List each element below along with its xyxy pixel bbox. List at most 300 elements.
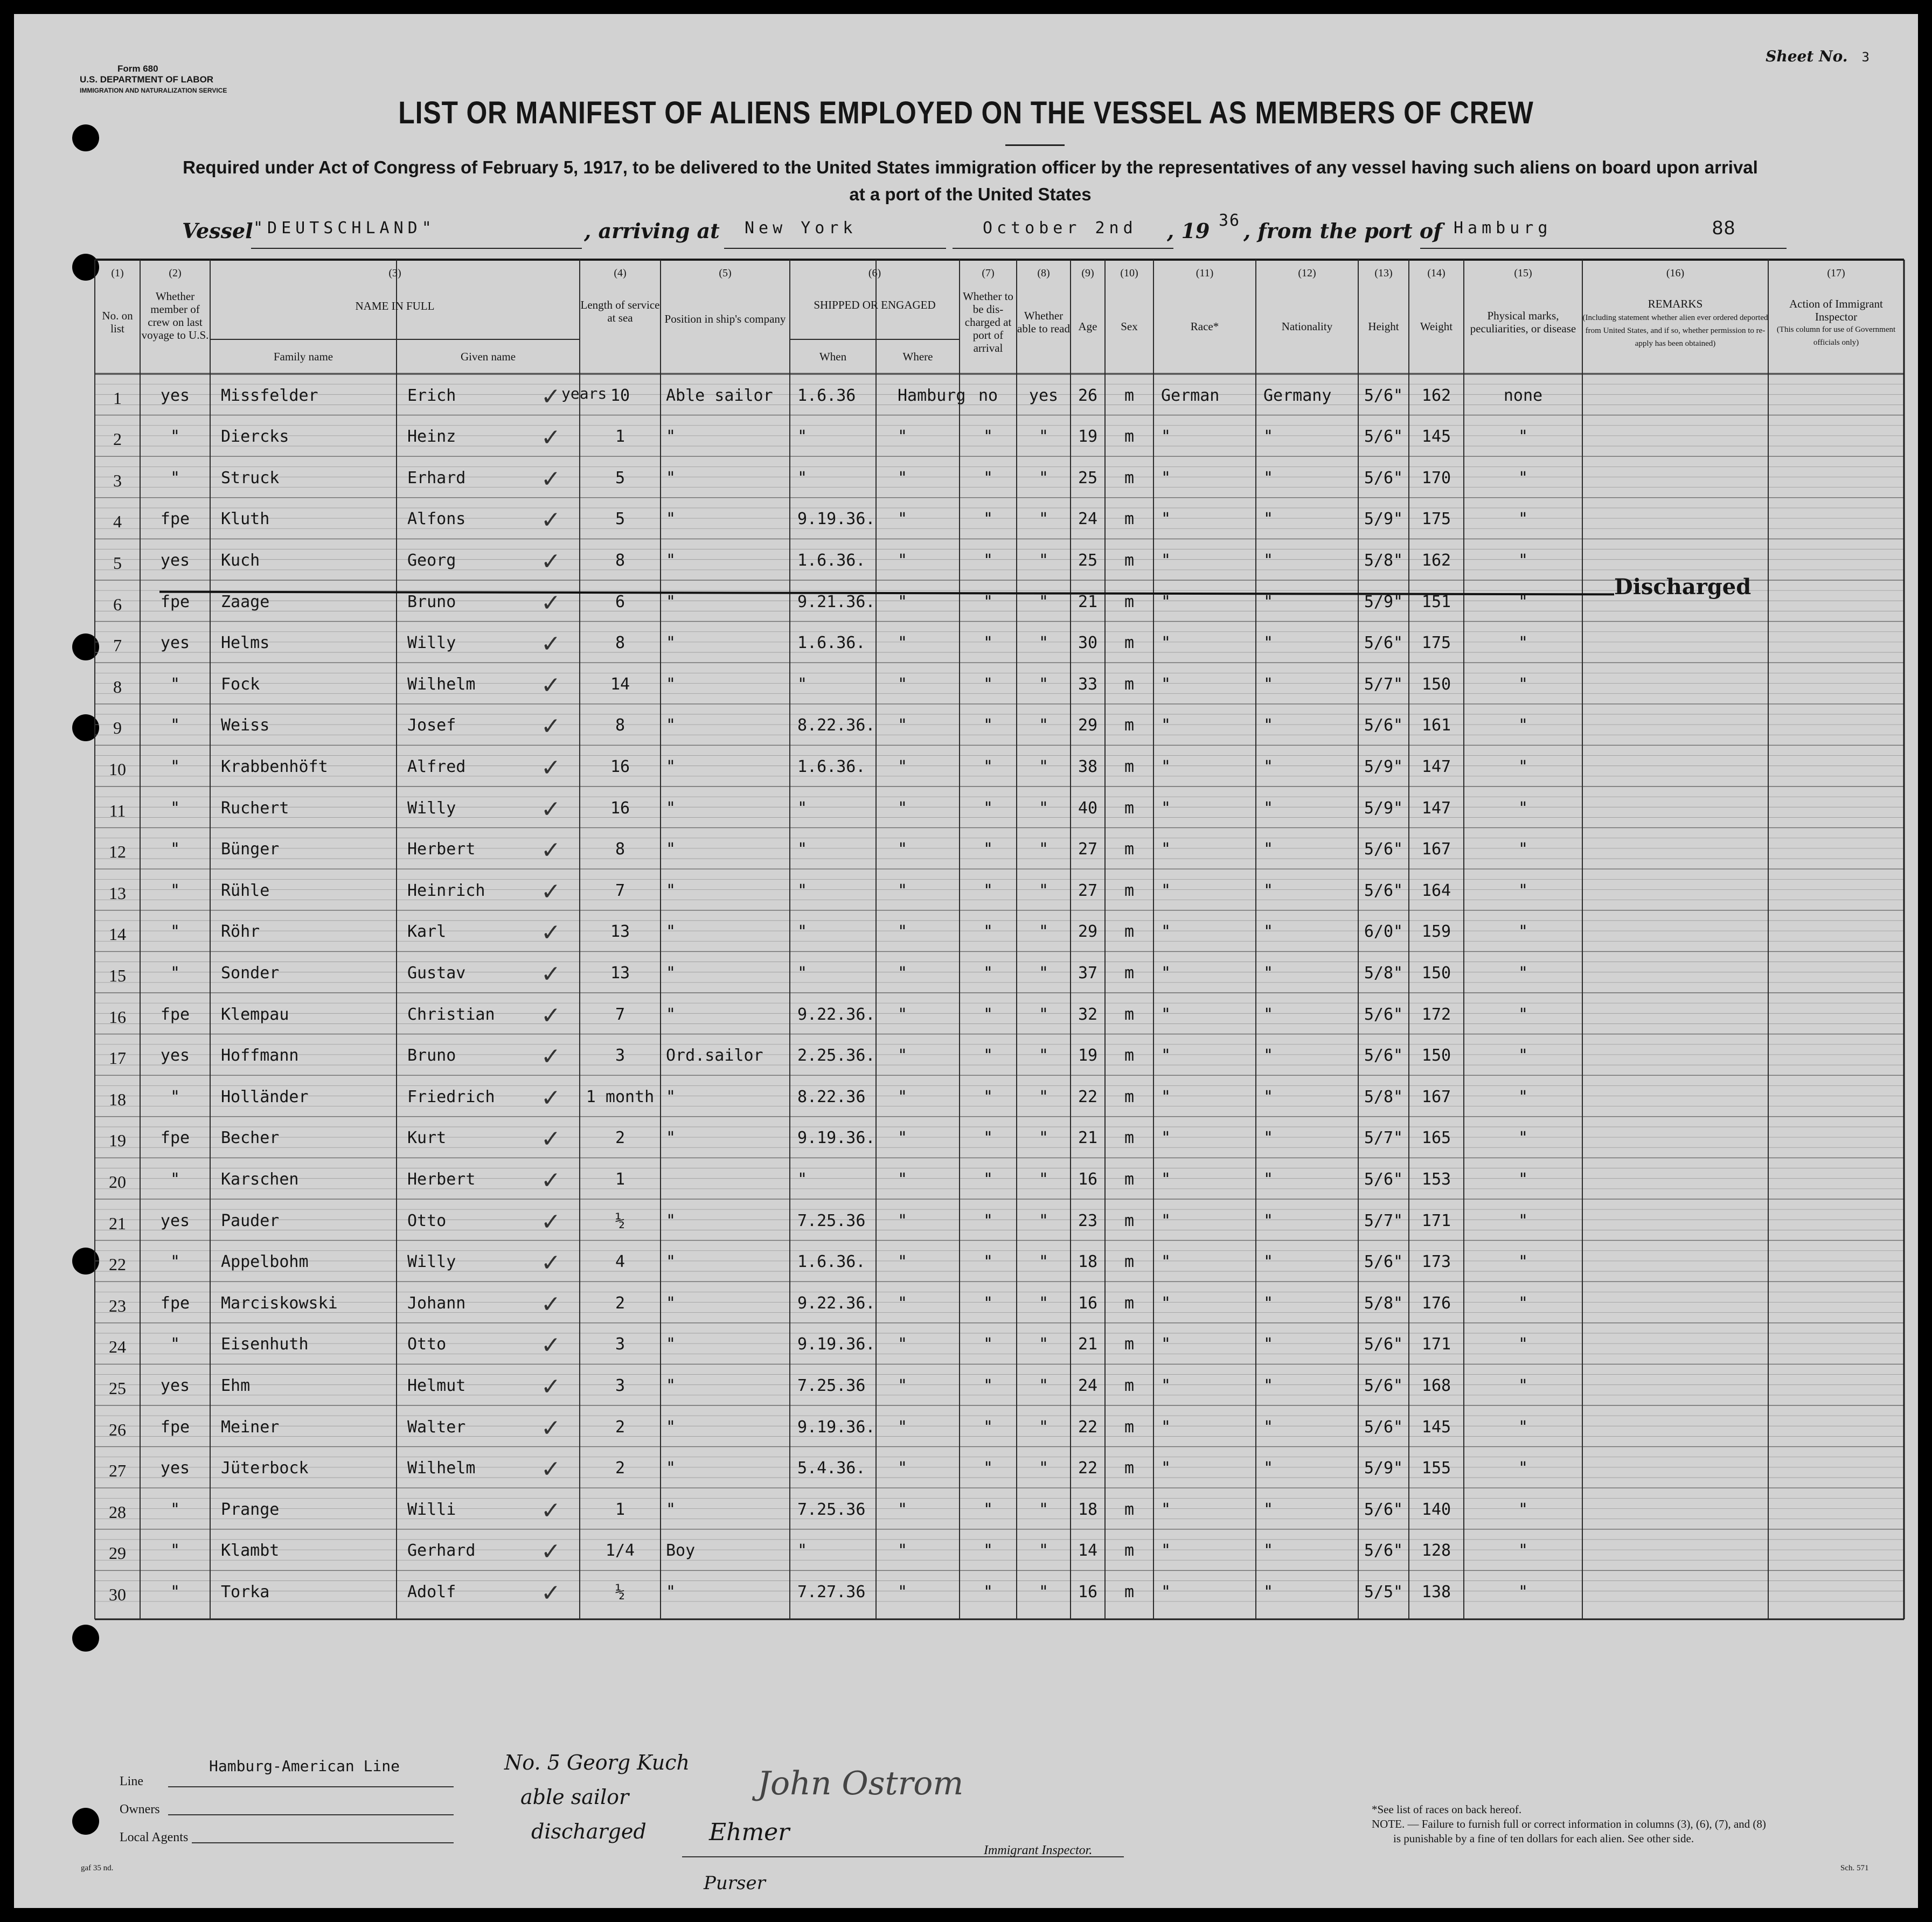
cell-given: Walter: [407, 1417, 466, 1437]
cell-height: 5/6": [1364, 1252, 1403, 1272]
cell-family: Missfelder: [221, 386, 318, 405]
cell-race: ": [1161, 1417, 1171, 1437]
header-position: Position in ship's company: [664, 312, 786, 325]
cell-height: 5/6": [1364, 1046, 1403, 1066]
cell-when: ": [797, 881, 808, 900]
cell-weight: 162: [1421, 551, 1451, 570]
cell-crew: fpe: [160, 1293, 190, 1313]
cell-marks: ": [1518, 468, 1528, 488]
cell-read: ": [1038, 633, 1049, 653]
cell-weight: 173: [1421, 1252, 1451, 1272]
cell-given: Herbert: [407, 1170, 476, 1189]
cell-disch: ": [983, 1211, 993, 1230]
cell-crew: ": [170, 1170, 180, 1189]
cell-weight: 171: [1421, 1211, 1451, 1230]
cell-sex: m: [1124, 1046, 1135, 1066]
cell-height: 5/5": [1364, 1583, 1403, 1601]
cell-crew: ": [170, 1335, 180, 1354]
check-mark-icon: ✓: [541, 1579, 561, 1607]
cell-read: ": [1038, 1335, 1049, 1354]
column-number: (9): [1081, 267, 1094, 279]
cell-family: Kuch: [221, 551, 260, 570]
check-mark-icon: ✓: [541, 671, 561, 699]
cell-position: ": [666, 1417, 676, 1437]
cell-disch: ": [983, 1046, 993, 1066]
cell-marks: ": [1518, 1252, 1528, 1272]
check-mark-icon: ✓: [541, 465, 561, 493]
cell-position: ": [666, 427, 676, 447]
cell-height: 5/7": [1364, 1129, 1403, 1148]
cell-read: ": [1038, 716, 1049, 735]
footer-line-rule: [168, 1786, 454, 1787]
cell-given: Alfons: [407, 510, 466, 529]
header-race: Race*: [1190, 320, 1219, 333]
check-mark-icon: ✓: [541, 1373, 561, 1401]
check-mark-icon: ✓: [541, 1496, 561, 1524]
cell-given: Wilhelm: [407, 674, 476, 694]
cell-disch: ": [983, 716, 993, 735]
cell-service: 7: [615, 1005, 626, 1024]
cell-height: 5/6": [1364, 386, 1403, 405]
cell-read: ": [1038, 922, 1049, 942]
cell-nat: ": [1263, 1500, 1274, 1519]
cell-when: 9.19.36.: [797, 510, 875, 529]
cell-family: Zaage: [221, 592, 270, 611]
cell-disch: ": [983, 468, 993, 488]
column-number: (12): [1298, 267, 1316, 279]
row-number: 14: [109, 924, 126, 944]
cell-service: 8: [615, 716, 626, 735]
cell-marks: ": [1518, 1211, 1528, 1230]
cell-when: ": [797, 840, 808, 859]
header-age: Age: [1078, 320, 1097, 333]
cell-read: ": [1038, 840, 1049, 859]
cell-service: 13: [610, 922, 630, 942]
header-shipped-engaged: SHIPPED OR ENGAGED: [814, 298, 936, 311]
cell-nat: ": [1263, 1293, 1274, 1313]
check-mark-icon: ✓: [541, 1538, 561, 1566]
cell-where: ": [898, 1417, 908, 1437]
cell-family: Röhr: [221, 922, 260, 942]
cell-weight: 175: [1421, 633, 1451, 653]
cell-disch: ": [983, 1583, 993, 1601]
cell-family: Eisenhuth: [221, 1335, 309, 1354]
cell-weight: 176: [1421, 1293, 1451, 1313]
cell-nat: ": [1263, 1046, 1274, 1066]
cell-given: Georg: [407, 551, 456, 570]
cell-marks: ": [1518, 964, 1528, 983]
cell-where: ": [898, 1335, 908, 1354]
cell-crew: ": [170, 1500, 180, 1519]
cell-read: ": [1038, 1459, 1049, 1478]
form-service: IMMIGRATION AND NATURALIZATION SERVICE: [80, 87, 227, 94]
header-nationality: Nationality: [1281, 320, 1333, 333]
cell-height: 5/6": [1364, 881, 1403, 900]
penalty-note-text: — Failure to furnish full or correct information in columns (3), (6), (7), and (8): [1405, 1817, 1766, 1830]
cell-age: 32: [1078, 1005, 1098, 1024]
cell-disch: ": [983, 1005, 993, 1024]
cell-marks: ": [1518, 551, 1528, 570]
row-number: 9: [113, 718, 122, 738]
cell-age: 16: [1078, 1293, 1098, 1313]
header-remarks-sub: (Including statement whether alien ever ordered deported from United States, and if so, whether permission to re-apply has been obtained): [1582, 314, 1768, 348]
cell-position: ": [666, 881, 676, 900]
cell-marks: ": [1518, 1170, 1528, 1189]
header-family-name: Family name: [273, 350, 333, 363]
cell-sex: m: [1124, 551, 1135, 570]
cell-family: Appelbohm: [221, 1252, 309, 1272]
cell-family: Prange: [221, 1500, 280, 1519]
cell-nat: ": [1263, 427, 1274, 447]
cell-marks: ": [1518, 1541, 1528, 1561]
cell-height: 5/9": [1364, 1459, 1403, 1478]
cell-disch: ": [983, 1376, 993, 1395]
cell-where: ": [898, 1252, 908, 1272]
cell-age: 37: [1078, 964, 1098, 983]
cell-given: Gustav: [407, 964, 466, 983]
cell-disch: ": [983, 1170, 993, 1189]
cell-sex: m: [1124, 1541, 1135, 1561]
cell-marks: ": [1518, 427, 1528, 447]
cell-service: 1/4: [605, 1541, 635, 1561]
header-remarks: REMARKS: [1648, 297, 1703, 310]
cell-when: ": [797, 922, 808, 942]
cell-read: ": [1038, 427, 1049, 447]
cell-race: ": [1161, 716, 1171, 735]
row-number: 29: [109, 1543, 126, 1563]
header-physical-marks: Physical marks, peculiarities, or disease: [1470, 309, 1576, 335]
cell-nat: ": [1263, 1211, 1274, 1230]
cell-where: ": [898, 1170, 908, 1189]
cell-given: Josef: [407, 716, 456, 735]
subtitle-line-2: at a port of the United States: [849, 184, 1092, 204]
cell-when: 2.25.36.: [797, 1046, 875, 1066]
column-number: (1): [111, 267, 124, 279]
cell-nat: ": [1263, 840, 1274, 859]
cell-weight: 167: [1421, 1087, 1451, 1106]
cell-disch: ": [983, 1087, 993, 1106]
cell-disch: ": [983, 1129, 993, 1148]
cell-read: ": [1038, 674, 1049, 694]
cell-race: ": [1161, 468, 1171, 488]
cell-race: ": [1161, 592, 1171, 611]
page-title: LIST OR MANIFEST OF ALIENS EMPLOYED ON THE VESSEL AS MEMBERS OF CREW: [398, 95, 1534, 130]
cell-race: ": [1161, 1541, 1171, 1561]
row-number: 18: [109, 1089, 126, 1109]
cell-nat: ": [1263, 881, 1274, 900]
penalty-note-label: NOTE.: [1372, 1817, 1405, 1830]
cell-service: 13: [610, 964, 630, 983]
cell-sex: m: [1124, 1005, 1135, 1024]
cell-given: Kurt: [407, 1129, 447, 1148]
cell-weight: 164: [1421, 881, 1451, 900]
cell-when: 9.19.36.: [797, 1335, 875, 1354]
cell-read: ": [1038, 1170, 1049, 1189]
cell-weight: 150: [1421, 964, 1451, 983]
cell-weight: 147: [1421, 757, 1451, 776]
cell-position: ": [666, 468, 676, 488]
cell-disch: ": [983, 1541, 993, 1561]
cell-service: 5: [615, 510, 626, 529]
cell-weight: 165: [1421, 1129, 1451, 1148]
cell-position: ": [666, 1583, 676, 1601]
cell-read: ": [1038, 468, 1049, 488]
handwritten-note-2: able sailor: [520, 1785, 629, 1809]
header-able-to-read: Whether able to read: [1017, 309, 1070, 335]
cell-where: Hamburg: [898, 386, 966, 405]
header-length-of-service: Length of service at sea: [580, 298, 660, 324]
cell-crew: ": [170, 1252, 180, 1272]
cell-age: 22: [1078, 1459, 1098, 1478]
cell-family: Karschen: [221, 1170, 299, 1189]
header-given-name: Given name: [460, 350, 516, 363]
cell-sex: m: [1124, 1252, 1135, 1272]
cell-when: 5.4.36.: [797, 1459, 866, 1478]
cell-weight: 138: [1421, 1583, 1451, 1601]
cell-age: 24: [1078, 1376, 1098, 1395]
cell-weight: 168: [1421, 1376, 1451, 1395]
cell-family: Rühle: [221, 881, 270, 900]
cell-where: ": [898, 716, 908, 735]
cell-position: ": [666, 798, 676, 818]
cell-age: 19: [1078, 1046, 1098, 1066]
cell-given: Willy: [407, 1252, 456, 1272]
cell-race: ": [1161, 427, 1171, 447]
check-mark-icon: ✓: [541, 1208, 561, 1236]
vessel-label: Vessel: [182, 219, 253, 243]
cell-weight: 170: [1421, 468, 1451, 488]
header-height: Height: [1368, 320, 1399, 333]
footer-agents-rule: [192, 1842, 454, 1843]
handwritten-note-1: No. 5 Georg Kuch: [504, 1751, 690, 1774]
cell-height: 5/7": [1364, 674, 1403, 694]
cell-family: Helms: [221, 633, 270, 653]
check-mark-icon: ✓: [541, 754, 561, 782]
cell-when: 1.6.36.: [797, 1252, 866, 1272]
cell-service: 14: [610, 674, 630, 694]
cell-age: 21: [1078, 1335, 1098, 1354]
cell-height: 5/6": [1364, 1335, 1403, 1354]
cell-age: 23: [1078, 1211, 1098, 1230]
purser-label: Purser: [704, 1872, 766, 1894]
cell-where: ": [898, 798, 908, 818]
cell-marks: ": [1518, 633, 1528, 653]
cell-disch: ": [983, 1252, 993, 1272]
cell-marks: none: [1503, 386, 1543, 405]
cell-crew: ": [170, 798, 180, 818]
cell-disch: ": [983, 427, 993, 447]
row-number: 13: [109, 883, 126, 903]
cell-marks: ": [1518, 757, 1528, 776]
cell-crew: ": [170, 1087, 180, 1106]
header-action-inspector: Action of Immigrant Inspector: [1789, 297, 1883, 323]
cell-sex: m: [1124, 510, 1135, 529]
cell-disch: ": [983, 551, 993, 570]
cell-where: ": [898, 427, 908, 447]
cell-height: 5/6": [1364, 1541, 1403, 1561]
cell-position: ": [666, 1005, 676, 1024]
service-unit-label: years: [561, 385, 607, 402]
cell-service: 6: [615, 592, 626, 611]
cell-height: 5/8": [1364, 1293, 1403, 1313]
cell-sex: m: [1124, 1583, 1135, 1601]
cell-given: Otto: [407, 1211, 447, 1230]
cell-crew: yes: [160, 1046, 190, 1066]
cell-family: Klambt: [221, 1541, 280, 1561]
cell-nat: ": [1263, 674, 1274, 694]
cell-when: 8.22.36: [797, 1087, 866, 1106]
cell-marks: ": [1518, 592, 1528, 611]
row-number: 4: [113, 512, 122, 532]
cell-sex: m: [1124, 1376, 1135, 1395]
cell-marks: ": [1518, 922, 1528, 942]
cell-race: ": [1161, 1335, 1171, 1354]
cell-given: Otto: [407, 1335, 447, 1354]
cell-sex: m: [1124, 964, 1135, 983]
cell-marks: ": [1518, 510, 1528, 529]
row-number: 24: [109, 1337, 126, 1357]
cell-disch: no: [978, 386, 998, 405]
cell-given: Karl: [407, 922, 447, 942]
cell-weight: 151: [1421, 592, 1451, 611]
cell-read: ": [1038, 964, 1049, 983]
cell-age: 21: [1078, 592, 1098, 611]
cell-given: Willy: [407, 798, 456, 818]
check-mark-icon: ✓: [541, 1456, 561, 1484]
arrival-year: 36: [1219, 211, 1241, 230]
cell-nat: ": [1263, 1376, 1274, 1395]
cell-sex: m: [1124, 757, 1135, 776]
cell-service: 2: [615, 1129, 626, 1148]
column-number: (16): [1666, 267, 1685, 279]
cell-where: ": [898, 633, 908, 653]
cell-disch: ": [983, 922, 993, 942]
sheet-label: Sheet No.: [1766, 47, 1848, 65]
cell-age: 38: [1078, 757, 1098, 776]
cell-age: 18: [1078, 1252, 1098, 1272]
cell-where: ": [898, 1046, 908, 1066]
cell-weight: 145: [1421, 427, 1451, 447]
cell-marks: ": [1518, 1459, 1528, 1478]
cell-nat: ": [1263, 1335, 1274, 1354]
cell-family: Meiner: [221, 1417, 280, 1437]
schedule-code: Sch. 571: [1840, 1864, 1869, 1872]
cell-nat: ": [1263, 1005, 1274, 1024]
cell-age: 21: [1078, 1129, 1098, 1148]
cell-height: 5/9": [1364, 592, 1403, 611]
header-no-on-list: No. on list: [102, 309, 133, 335]
footer-agents-label: Local Agents: [120, 1830, 189, 1844]
cell-read: yes: [1028, 386, 1059, 405]
cell-when: 8.22.36.: [797, 716, 875, 735]
inspector-label: Immigrant Inspector.: [984, 1843, 1093, 1857]
cell-position: ": [666, 1376, 676, 1395]
cell-position: ": [666, 674, 676, 694]
cell-disch: ": [983, 1293, 993, 1313]
cell-sex: m: [1124, 592, 1135, 611]
purser-signature: Ehmer: [709, 1819, 790, 1846]
cell-service: 2: [615, 1459, 626, 1478]
check-mark-icon: ✓: [541, 506, 561, 534]
cell-race: ": [1161, 1170, 1171, 1189]
cell-sex: m: [1124, 1293, 1135, 1313]
cell-read: ": [1038, 1046, 1049, 1066]
cell-family: Holländer: [221, 1087, 309, 1106]
cell-service: 3: [615, 1376, 626, 1395]
cell-position: ": [666, 1459, 676, 1478]
cell-marks: ": [1518, 1005, 1528, 1024]
cell-race: ": [1161, 1500, 1171, 1519]
cell-crew: ": [170, 881, 180, 900]
cell-family: Krabbenhöft: [221, 757, 328, 776]
check-mark-icon: ✓: [541, 589, 561, 617]
cell-sex: m: [1124, 840, 1135, 859]
header-crew-last-voyage: Whether member of crew on last voyage to U.S.: [141, 290, 209, 342]
column-number: (7): [982, 267, 995, 279]
cell-disch: ": [983, 1417, 993, 1437]
row-number: 12: [109, 842, 126, 862]
form-number: Form 680: [117, 64, 158, 74]
check-mark-icon: ✓: [541, 1125, 561, 1153]
cell-nat: ": [1263, 592, 1274, 611]
column-number: (3): [388, 267, 401, 279]
arrival-date: October 2nd: [983, 219, 1137, 238]
cell-when: 7.25.36: [797, 1500, 866, 1519]
cell-race: ": [1161, 964, 1171, 983]
cell-read: ": [1038, 551, 1049, 570]
cell-sex: m: [1124, 1335, 1135, 1354]
cell-weight: 172: [1421, 1005, 1451, 1024]
cell-nat: ": [1263, 1459, 1274, 1478]
check-mark-icon: ✓: [541, 1290, 561, 1318]
cell-service: 2: [615, 1417, 626, 1437]
cell-race: ": [1161, 881, 1171, 900]
cell-sex: m: [1124, 633, 1135, 653]
cell-weight: 162: [1421, 386, 1451, 405]
cell-when: 1.6.36.: [797, 757, 866, 776]
cell-read: ": [1038, 1541, 1049, 1561]
cell-age: 26: [1078, 386, 1098, 405]
check-mark-icon: ✓: [541, 1414, 561, 1442]
header-where: Where: [902, 350, 933, 363]
cell-marks: ": [1518, 1417, 1528, 1437]
cell-position: Able sailor: [666, 386, 773, 405]
row-number: 27: [109, 1461, 126, 1481]
column-number: (13): [1374, 267, 1393, 279]
cell-marks: ": [1518, 798, 1528, 818]
cell-crew: fpe: [160, 1129, 190, 1148]
cell-marks: ": [1518, 1129, 1528, 1148]
cell-marks: ": [1518, 1087, 1528, 1106]
cell-given: Erich: [407, 386, 456, 405]
cell-race: ": [1161, 1005, 1171, 1024]
row-number: 16: [109, 1007, 126, 1027]
cell-read: ": [1038, 1376, 1049, 1395]
cell-read: ": [1038, 1129, 1049, 1148]
cell-crew: fpe: [160, 1417, 190, 1437]
cell-family: Jüterbock: [221, 1459, 309, 1478]
row-number: 6: [113, 594, 122, 614]
cell-position: ": [666, 757, 676, 776]
cell-marks: ": [1518, 1335, 1528, 1354]
cell-marks: ": [1518, 716, 1528, 735]
cell-race: ": [1161, 510, 1171, 529]
cell-crew: ": [170, 757, 180, 776]
cell-where: ": [898, 1293, 908, 1313]
cell-read: ": [1038, 1293, 1049, 1313]
cell-race: ": [1161, 1459, 1171, 1478]
vessel-extra-number: 88: [1712, 217, 1736, 239]
